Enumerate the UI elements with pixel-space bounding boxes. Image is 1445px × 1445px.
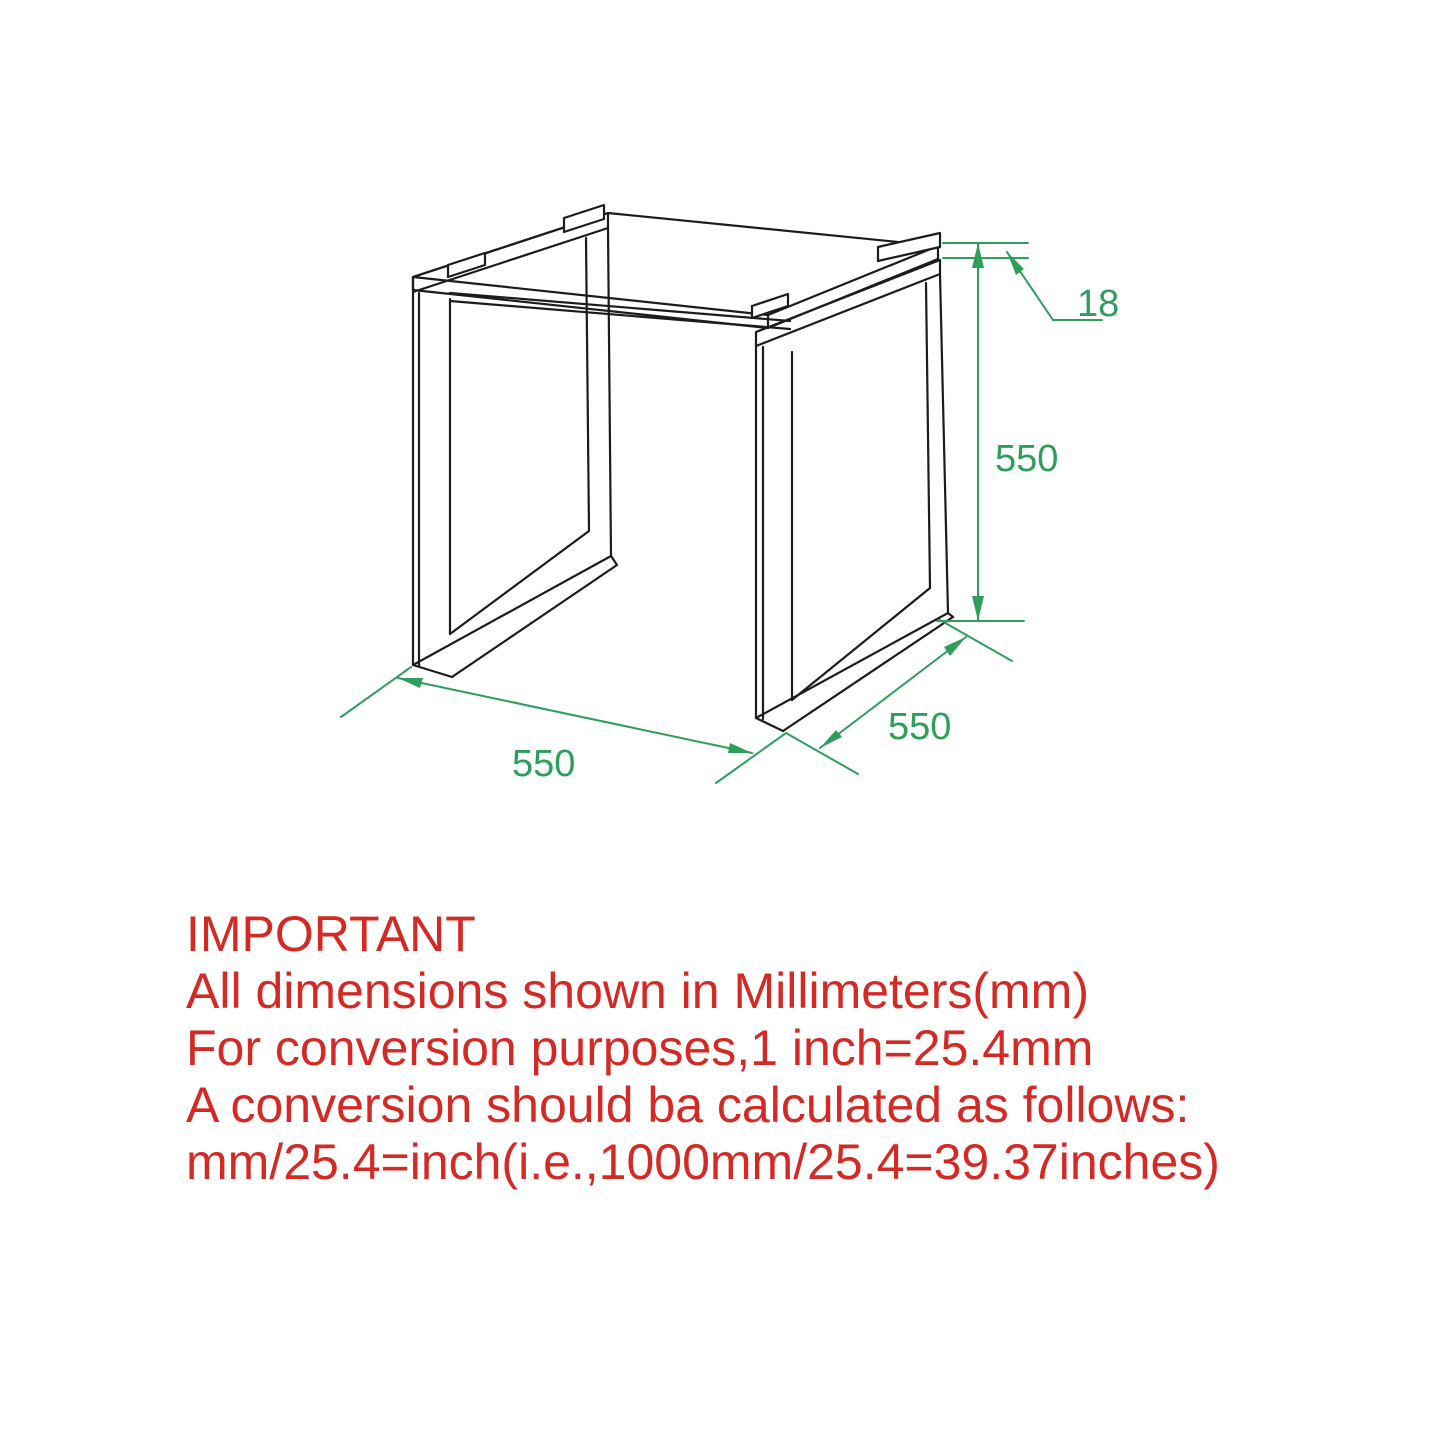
connector-block-back-left xyxy=(564,205,604,232)
top-thickness-label: 18 xyxy=(1077,283,1120,325)
arrow-upleft-icon xyxy=(1007,252,1024,275)
arrow-down-icon xyxy=(972,596,984,621)
width-dimension xyxy=(341,667,786,785)
depth-dimension-label: 550 xyxy=(888,706,952,748)
right-leg-frame xyxy=(756,260,953,731)
depth-dimension xyxy=(786,620,1012,774)
left-leg-frame xyxy=(413,213,617,677)
arrow-right-icon xyxy=(728,743,752,753)
top-thickness-dimension xyxy=(1007,252,1119,325)
notice-line-units: All dimensions shown in Millimeters(mm) xyxy=(186,963,1089,1019)
width-dimension-label: 550 xyxy=(512,743,576,785)
height-dimension-label: 550 xyxy=(995,438,1059,480)
important-notice xyxy=(186,906,1220,1191)
arrow-left-icon xyxy=(398,678,423,688)
arrow-up-icon xyxy=(972,243,984,268)
notice-line-conversion-example: mm/25.4=inch(i.e.,1000mm/25.4=39.37inches) xyxy=(186,1134,1220,1190)
arrow-upright-icon xyxy=(944,637,966,656)
notice-line-conversion-rule: A conversion should ba calculated as follows: xyxy=(186,1077,1190,1133)
notice-line-conversion-factor: For conversion purposes,1 inch=25.4mm xyxy=(186,1020,1094,1076)
notice-title: IMPORTANT xyxy=(186,906,476,962)
